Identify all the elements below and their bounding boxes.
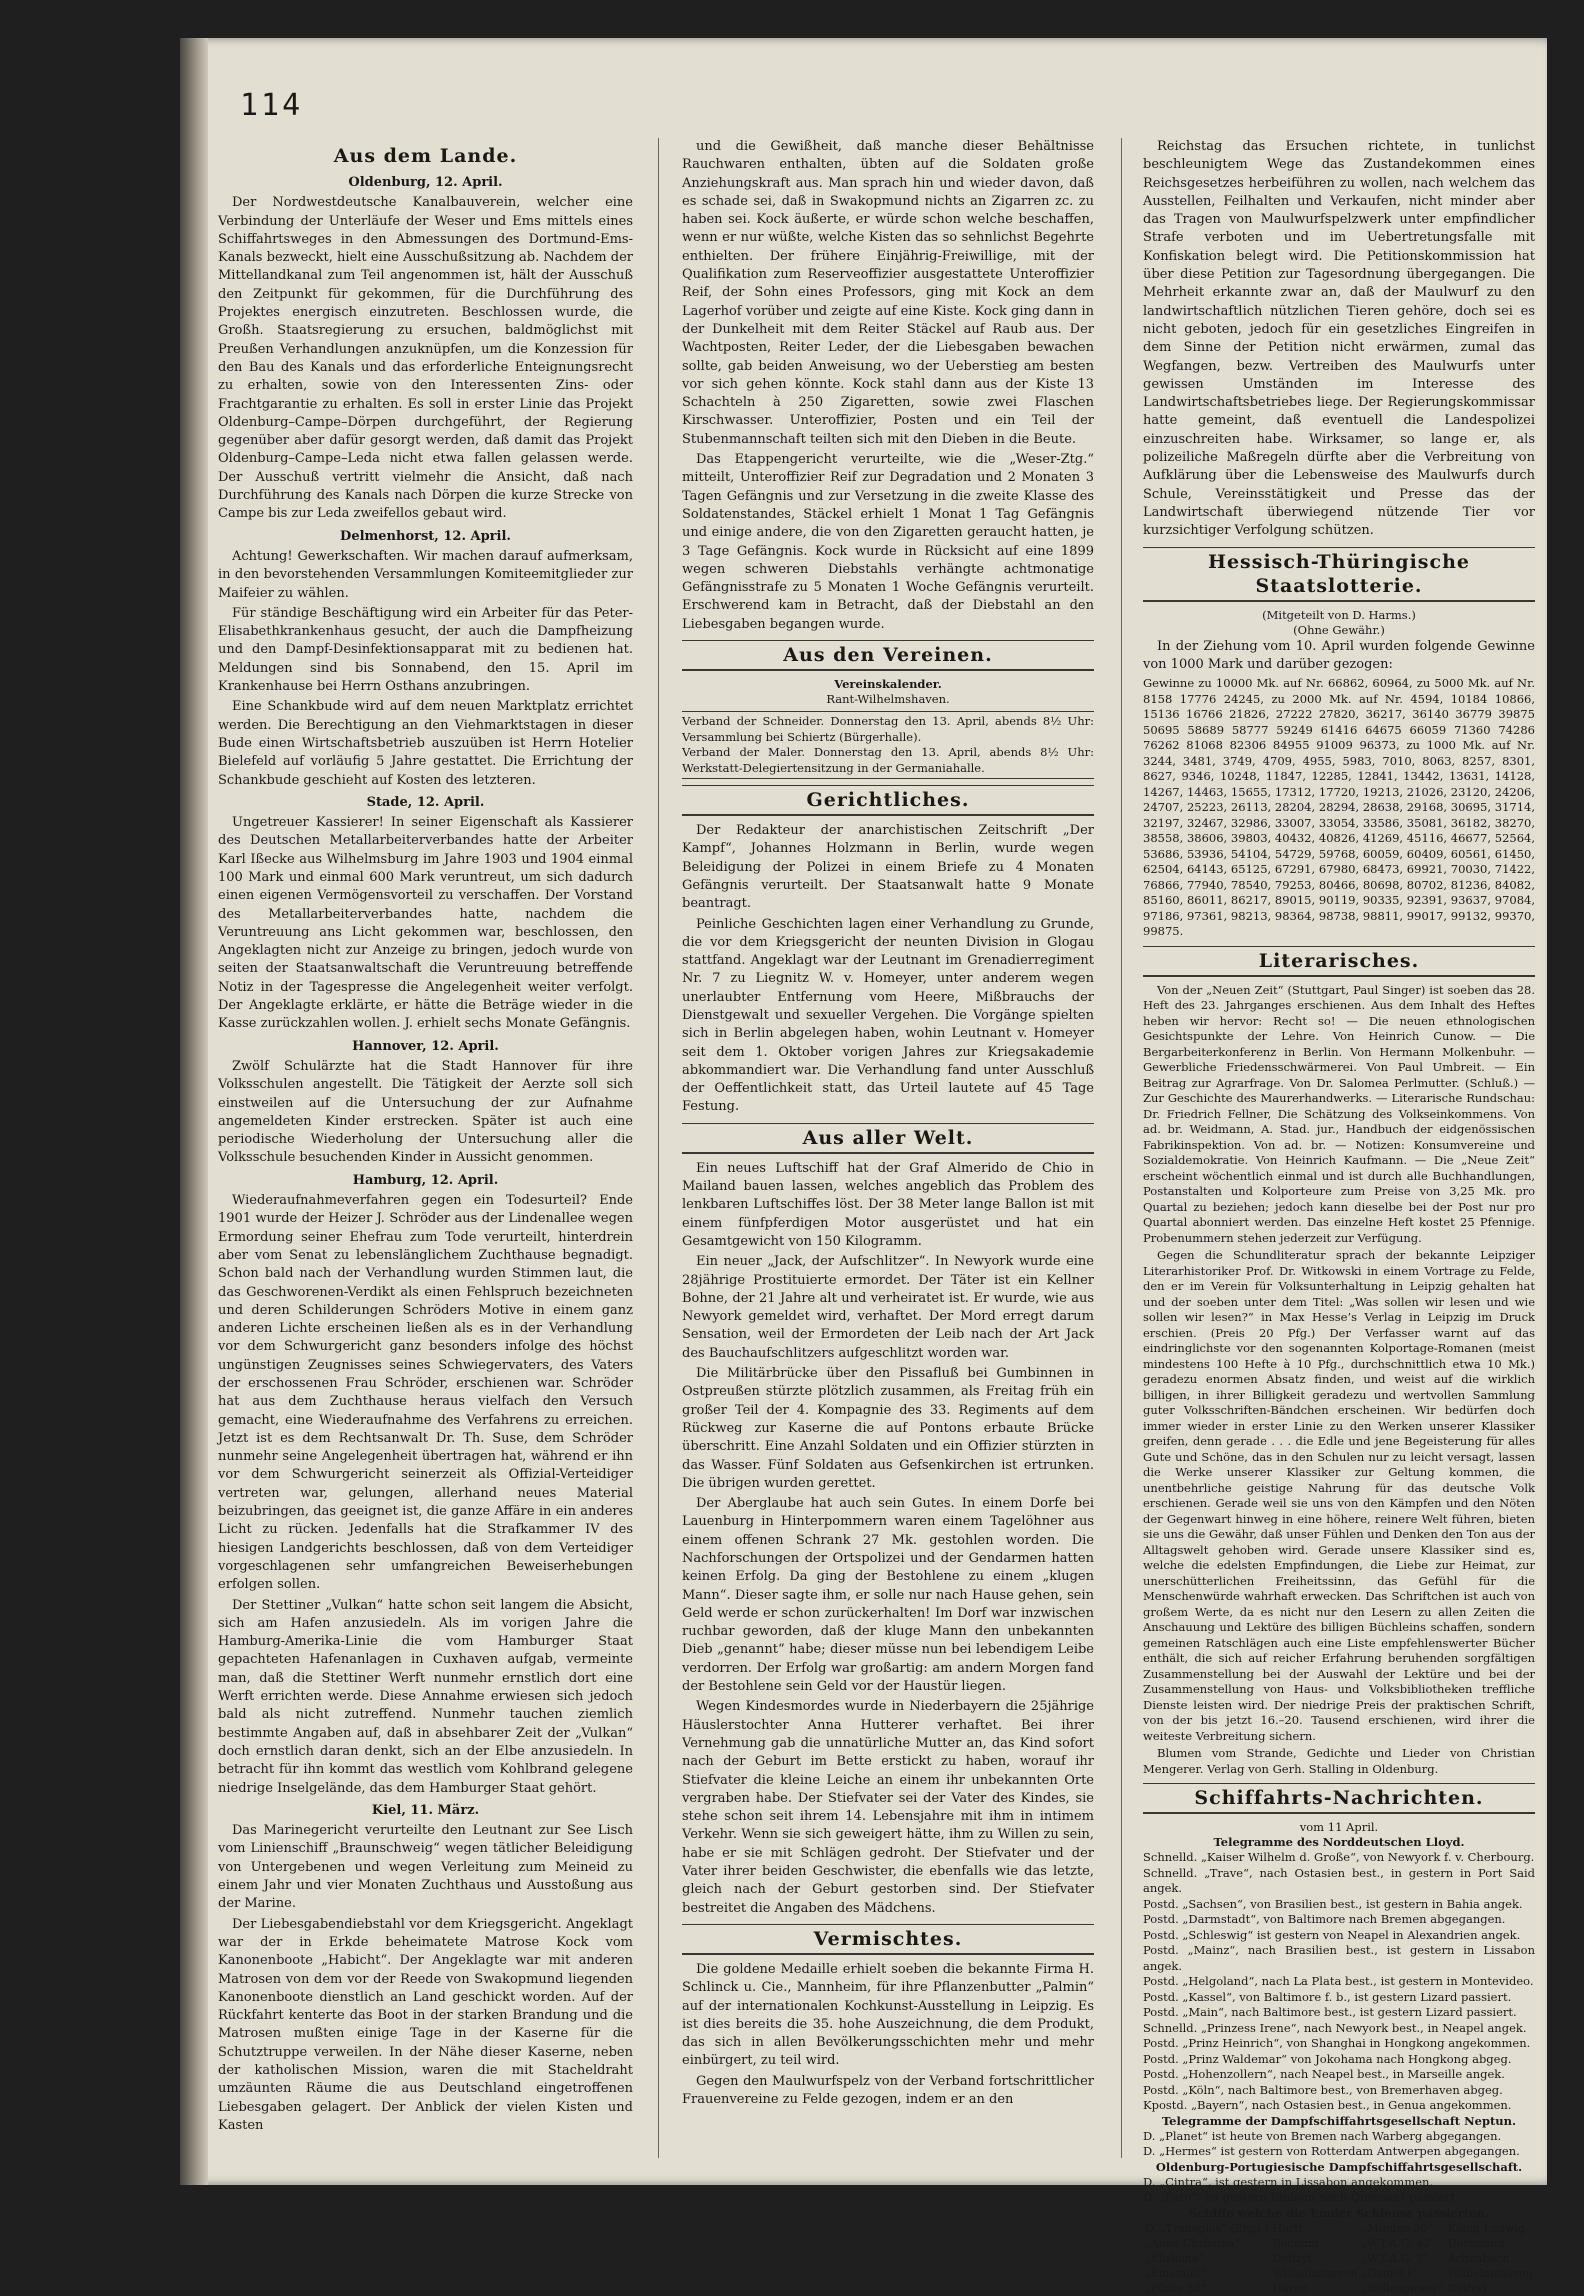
article-paragraph: Der Liebesgabendiebstahl vor dem Kriegsgericht. Angeklagt war der in Erkde beheimatete Matrose Kock vom Kanonenboote „Habicht“. Der Angeklagte war mit anderen Matrosen von dem vor der Reede von Swakopmund liegenden Kanonenboote dienstlich an Land geschickt worden. Auf der Rückfahrt kenterte das Boot in der starken Brandung und die Matrosen mußten einige Tage in der Kaserne für die Schutztruppe verweilen. In der Nähe dieser Kaserne, neben der katholischen Mission, waren die mit Stacheldraht umzäunten Räume die aus Deutschland eingetroffenen Liebesgaben gelagert. Der Anblick der vielen Kisten und Kasten [218, 1916, 633, 2133]
article-paragraph: und die Gewißheit, daß manche dieser Behältnisse Rauchwaren enthalten, übten auf die Soldaten große Anziehungskraft aus. Man sprach hin und wieder davon, daß es schade sei, daß in Swakopmund nichts an Zigarren zc. zu haben sei. Kock äußerte, er würde schon welche beschaffen, wenn er nur wüßte, welche Kisten das so sehnlichst Begehrte enthielten. Der frühere Einjährig-Freiwillige, mit der Qualifikation zum Reserveoffizier ausgestattete Unteroffizier Reif, der Sohn eines Professors, ging mit Kock an dem Lagerhof vorüber und zeigte auf eine Kiste. Kock ging dann in der Dunkelheit mit dem Reiter Stäckel auf Raub aus. Der Wachtposten, Reiter Leder, der die Liebesgaben bewachen sollte, gab beiden Anweisung, wo der Ueberstieg am besten vor sich gehen könnte. Kock stahl dann aus der Kiste 13 Schachteln à 250 Zigaretten, sowie zwei Flaschen Kirschwasser. Unteroffizier, Posten und ein Teil der Stubenmannschaft teilten sich mit den Dieben in die Beute. [682, 139, 1094, 447]
section-title-schiffahrts-nachrichten: Schiffahrts-Nachrichten. [1143, 1783, 1535, 1814]
table-cell: „Minden 30“ [1361, 2221, 1434, 2235]
section-title-staatslotterie: Hessisch-Thüringische Staatslotterie. [1143, 547, 1535, 602]
article-paragraph: Wegen Kindesmordes wurde in Niederbayern die 25jährige Häuslerstochter Anna Hutterer verhaftet. Bei ihrer Vernehmung gab die unnatürliche Mutter an, das Kind sofort nach der Geburt im Bette erstickt zu haben, worauf ihr Stiefvater die kleine Leiche an einem ihr unbekannten Orte vergraben habe. Der Stiefvater sei der Vater des Kindes, sie stehe schon seit ihrem 14. Lebensjahre mit ihm in intimem Verkehr. Wenn sie sich geweigert hätte, ihm zu Willen zu sein, habe er sie mit Schlägen gedroht. Der Stiefvater und der Vater ihrer beiden Geschwister, die ebenfalls wie das letzte, gleich nach der Geburt gestorben sind. Der Stiefvater bestreitet die Angaben des Mädchens. [682, 1699, 1094, 1916]
article-paragraph: Ein neues Luftschiff hat der Graf Almerido de Chio in Mailand bauen lassen, welches angeblich das Problem des lenkbaren Luftschiffes löst. Der 38 Meter lange Ballon ist mit einem fünfpferdigen Motor ausgerüstet und hat ein Gesamtgewicht von 150 Kilogramm. [682, 1160, 1094, 1249]
column-1 [218, 138, 633, 2158]
article-paragraph: Achtung! Gewerkschaften. Wir machen darauf aufmerksam, in den bevorstehenden Versammlungen Komiteemitglieder zur Maifeier zu wählen. [218, 548, 633, 601]
section-subtitle: vom 11 April. [1299, 1820, 1379, 1835]
table-cell: „Daniel I“ [1361, 2266, 1418, 2280]
article-paragraph: Zwölf Schulärzte hat die Stadt Hannover für ihre Volksschulen angestellt. Die Tätigkeit der Aerzte soll sich einstweilen auf die Untersuchung der zur Aufnahme angemeldeten Kinder erstrecken. Später ist auch eine periodische Wiederholung der Untersuchung aller die Volksschule besuchenden Kinder in Aussicht genommen. [218, 1058, 633, 1166]
column-2 [682, 138, 1094, 2158]
ship-list [1143, 1850, 1535, 2114]
table-cell: „Pünte 38“ [1145, 2281, 1207, 2295]
telegram-heading: Oldenburg-Portugiesische Dampfschiffahrtsgesellschaft. [1155, 2159, 1523, 2174]
table-cell: Wilhelmshaven [1447, 2266, 1533, 2280]
table-cell: „W.T.A.G. 7“ [1361, 2251, 1429, 2265]
table-cell: Dortmund [1447, 2236, 1505, 2250]
ship-line: Postd. „Main“, nach Baltimore best., ist gestern Lizard passiert. [1143, 2005, 1517, 2020]
ship-line: Postd. „Sachsen“, von Brasilien best., ist gestern in Bahia angek. [1143, 1896, 1523, 1911]
article-paragraph: Der Aberglaube hat auch sein Gutes. In einem Dorfe bei Lauenburg in Hinterpommern waren einem Tagelöhner aus einem offenen Schrank 27 Mk. gestohlen worden. Die Nachforschungen der Ortspolizei und der Gendarmen hatten keinen Erfolg. Da ging der Bestohlene zu einem „klugen Mann“. Dieser sagte ihm, er solle nur nach Hause gehen, sein Geld werde er schon zurückerhalten! Im Dorf war inzwischen ruchbar geworden, daß der kluge Mann den unbekannten Dieb „genannt“ habe; dieser müsse nun bei lebendigem Leibe verdorren. Der Erfolg war großartig: am andern Morgen fand der Bestohlene sein Geld vor der Haustür liegen. [682, 1496, 1094, 1695]
ship-line: Postd. „Helgoland“, nach La Plata best., ist gestern in Montevideo. [1143, 1974, 1534, 1989]
table-cell: König Ludwig [1447, 2221, 1525, 2235]
table-row [1143, 2251, 1535, 2266]
article-paragraph: Gegen den Maulwurfspelz von der Verband fortschrittlicher Frauenvereine zu Felde gezogen, indem er an den [682, 2073, 1094, 2108]
article-paragraph: Der Stettiner „Vulkan“ hatte schon seit langem die Absicht, sich am Hafen anzusiedeln. Als im vorigen Jahre die Hamburg-Amerika-Linie die vom Hamburger Staat gepachteten Hafenanlagen in Cuxhaven aufgab, vermeinte man, daß die Stettiner Werft nunmehr ernstlich dort eine Werft errichten werde. Diese Annahme erwiesen sich jedoch bald als nicht zutreffend. Nunmehr tauchen ziemlich bestimmte Angaben auf, daß in absehbarer Zeit der „Vulkan“ doch ernstlich daran denkt, sich an der Elbe anzusiedeln. In betracht für ihn kommt das westlich vom Kohlbrand gelegene niedrige Inselgelände, das dem Hamburger Staat gehört. [218, 1597, 633, 1796]
ship-line: D. „Cintra“, ist gestern in Lissabon angekommen. [1143, 2174, 1434, 2189]
article-paragraph: Ein neuer „Jack, der Aufschlitzer“. In Newyork wurde eine 28jährige Prostituierte ermordet. Der Täter ist ein Kellner Bohne, der 21 Jahre alt und verheiratet ist. Er wurde, wie aus Newyork gemeldet wird, verhaftet. Der Mord erregt darum Sensation, weil der Ermordeten der Leib nach der Art Jack des Bauchaufschlitzers aufgeschlitzt worden war. [682, 1254, 1094, 1361]
table-cell: „Anna Christina“ [1145, 2236, 1240, 2250]
page-number: 114 [240, 88, 304, 123]
ship-table [1143, 2221, 1535, 2296]
table-cell: Haren [1272, 2281, 1308, 2295]
table-row [1143, 2236, 1535, 2251]
column-3 [1143, 138, 1535, 2295]
table-cell: Achenbach [1447, 2251, 1510, 2265]
table-row [1143, 2281, 1535, 2296]
table-cell: D. „Treneglos“ (Engl.) [1145, 2221, 1269, 2235]
table-cell: „W.T.A.G. 42“ [1361, 2236, 1436, 2250]
column-rule [1121, 138, 1122, 2158]
calendar-entry: Verband der Schneider. Donnerstag den 13. April, abends 8½ Uhr: Versammlung bei Schiertz (Bürgerhalle). [682, 714, 1094, 744]
ship-line: Postd. „Schleswig“ ist gestern von Neapel in Alexandrien angek. [1143, 1927, 1521, 1942]
table-row [1143, 2221, 1535, 2236]
ship-line: Schnelld. „Prinzess Irene“, nach Newyork best., in Neapel angek. [1143, 2020, 1527, 2035]
section-title-aus-dem-lande: Aus dem Lande. [333, 145, 518, 167]
ship-line: D. „Hermes“ ist gestern von Rotterdam Antwerpen abgegangen. [1143, 2144, 1520, 2159]
dateline: Delmenhorst, 12. April. [340, 528, 511, 544]
section-subtitle: Rant-Wilhelmshaven. [826, 692, 950, 707]
article-paragraph: Blumen vom Strande, Gedichte und Lieder von Christian Mengerer. Verlag von Gerh. Stalling in Oldenburg. [1143, 1746, 1535, 1776]
telegram-heading: Schiffe welche die Emder Schleuse passierten. [1189, 2205, 1489, 2220]
newspaper-page [180, 38, 1547, 2295]
dateline: Hamburg, 12. April. [352, 1172, 499, 1188]
article-paragraph: Für ständige Beschäftigung wird ein Arbeiter für das Peter-Elisabethkrankenhaus gesucht, der auch die Dampfheizung und den Dampf-Desinfektionsapparat mit zu bedienen hat. Meldungen sind bis Sonnabend, den 15. April im Krankenhause bei Herrn Osthans anzubringen. [218, 605, 633, 695]
telegram-heading: Telegramme des Norddeutschen Lloyd. [1213, 1835, 1465, 1850]
section-title-literarisches: Literarisches. [1143, 946, 1535, 977]
ship-line: Postd. „Darmstadt“, von Baltimore nach Bremen abgegangen. [1143, 1912, 1506, 1927]
section-subtitle: (Ohne Gewähr.) [1293, 622, 1385, 637]
article-paragraph: Eine Schankbude wird auf dem neuen Marktplatz errichtet werden. Die Berechtigung an den Viehmarktstagen in dieser Bude einen Wirtschaftsbetrieb auszuüben ist Herrn Hotelier Bielefeld auf vorläufig 5 Jahre gestattet. Die Errichtung der Schankbude geschieht auf Kosten des letzteren. [218, 699, 633, 788]
table-cell: „Emanuel“ [1145, 2266, 1206, 2280]
calendar-entry: Verband der Maler. Donnerstag den 13. April, abends 8½ Uhr: Werkstatt-Delegiertensitzung in der Germaniahalle. [682, 745, 1094, 775]
article-paragraph: Das Etappengericht verurteilte, wie die „Weser-Ztg.“ mitteilt, Unteroffizier Reif zur Degradation und 2 Monaten 3 Tagen Gefängnis und zur Versetzung in die zweite Klasse des Soldatenstandes, Stäckel erhielt 1 Monat 1 Tag Gefängnis und einige andere, die von den Zigaretten geraucht hatten, je 3 Tage Gefängnis. Kock wurde in Rücksicht auf eine 1899 wegen schweren Diebstahls verhängte achtmonatige Gefängnisstrafe zu 5 Monaten 1 Woche Gefängnis verurteilt. Erschwerend kam in Betracht, daß der Diebstahl an den Liebesgaben begangen wurde. [682, 452, 1094, 632]
article-paragraph: Reichstag das Ersuchen richtete, in tunlichst beschleunigtem Wege das Zustandekommen eines Reichsgesetzes herbeiführen zu wollen, nach welchem das Ausstellen, Feilhalten und Verkaufen, nicht minder aber das Tragen von Maulwurfspelzwerk unter empfindlicher Strafe verboten und im Uebertretungsfalle mit Konfiskation belegt wird. Die Petitionskommission hat über diese Petition zur Tagesordnung übergegangen. Die Mehrheit erkannte zwar an, daß der Maulwurf zu den landwirtschaftlich nützlichen Tieren gehöre, doch sei es nicht geboten, jedoch für ein gesetzliches Eingreifen in dem Sinne der Petition nicht erwärmen, zumal das Wegfangen, bezw. Vertreiben des Maulwurfs unter gewissen Umständen im Interesse des Landwirtschaftsbetriebes liege. Der Regierungskommissar hatte gemeint, daß eventuell die Landespolizei einzuschreiten habe. Wirksamer, so lange er, als polizeiliche Maßregeln dürfte aber die Verbreitung von Aufklärung über die Lebensweise des Maulwurfs durch Schule, Vereinsstätigkeit und Presse das der Landwirtschaft überwiegend nützende Tier vor kurzsichtiger Verfolgung schützen. [1143, 139, 1535, 539]
article-paragraph: Die Militärbrücke über den Pissafluß bei Gumbinnen in Ostpreußen stürzte plötzlich zusammen, als Freitag früh ein großer Teil der 4. Kompagnie des 33. Regiments auf dem Rückweg zur Kaserne die auf Pontons erbaute Brücke überschritt. Eine Anzahl Soldaten und ein Offizier stürzten in das Wasser. Fünf Soldaten aus Gefsenkirchen ist ertrunken. Die übrigen wurden gerettet. [682, 1366, 1094, 1491]
ship-line: D. „Faro“, ist gestern Einbom nach Quessant passiert. [1143, 2190, 1460, 2205]
article-paragraph: Gegen die Schundliteratur sprach der bekannte Leipziger Literarhistoriker Prof. Dr. Witkowski in einem Vortrage zu Felde, den er im Verein für Volksunterhaltung in Leipzig gehalten hat und der soeben unter dem Titel: „Was sollen wir lesen und wie sollen wir lesen?“ in Max Hesse’s Verlag in Leipzig im Druck erschien. (Preis 20 Pfg.) Der Verfasser warnt auf das eindringlichste vor den sogenannten Kolportage-Romanen (meist mindestens 100 Hefte à 10 Pfg., durchschnittlich etwa 10 Mk.) geradezu enormen Absatz finden, und weist auf die wirklich billigen, in ihrer Billigkeit geradezu und wertvollen Sammlung guter Volksschriften-Bändchen erscheinen. Wir bedürfen doch immer wieder in erster Linie zu den Werken unserer Klassiker greifen, denn gerade . . . die Edle und jene Begeisterung für alles Gute und Schöne, das in den Schulen nur zu leicht versagt, lassen die Werke unserer Klassiker zur Geltung kommen, die unentbehrliche geistige Nahrung für das deutsche Volk erschienen. Gerade weil sie uns von den Kämpfen und den Nöten der Gegenwart hinweg in eine höhere, reinere Welt führen, bieten sie uns die Gewähr, daß unser Fühlen und Denken den Ton aus der Alltagswelt gehoben wird. Gerade unsere Klassiker sind es, welche die edelsten Empfindungen, die Liebe zur Heimat, zur unerschütterlichen Freiheitssinn, das Gefühl für die Menschenwürde wahrhaft erwecken. Das Schriftchen ist auch von großem Werte, da es nicht nur den Lesern zu allen Zeiten die Anschauung und Lektüre des billigen Büchleins schaffen, sondern gemeinen Ratschlägen auch eine Liste empfehlenswerter Bücher enthält, die sich auf reicher Erfahrung beruhenden sorgfältigen Zusammenstellung bei der Auswahl der Lektüre und bei der Zusammenstellung von Haus- und Volksbibliotheken treffliche Dienste leisten wird. Der niedrige Preis der praktischen Schrift, von der bis jetzt 16.–20. Tausend erschienen, wird ihrer die weiteste Verbreitung sichern. [1143, 1248, 1535, 1743]
section-title-aus-den-vereinen: Aus den Vereinen. [682, 640, 1094, 671]
page-binding-edge [180, 38, 208, 2185]
ship-line: Postd. „Köln“, nach Baltimore best., von Bremerhaven abgeg. [1143, 2082, 1503, 2097]
column-rule [658, 138, 659, 2158]
table-row [1143, 2266, 1535, 2281]
table-cell: Hartl [1272, 2221, 1303, 2235]
ship-line: D. „Planet“ ist heute von Bremen nach Warberg abgegangen. [1143, 2128, 1502, 2143]
section-title-aus-aller-welt: Aus aller Welt. [682, 1123, 1094, 1154]
article-paragraph: Von der „Neuen Zeit“ (Stuttgart, Paul Singer) ist soeben das 28. Heft des 23. Jahrganges erschienen. Aus dem Inhalt des Heftes heben wir hervor: Recht so! — Die neuen ethnologischen Gesichtspunkte der Lehre. Von Heinrich Cunow. — Die Bergarbeiterkonferenz in Berlin. Von Hermann Molkenbuhr. — Gewerbliche Friedensschwärmerei. Von Paul Umbreit. — Ein Beitrag zur Agrarfrage. Von Dr. Salomea Perlmutter. (Schluß.) — Zur Geschichte des Maurerhandwerks. — Literarische Rundschau: Dr. Friedrich Fellner, Die Schätzung des Volkseinkommens. Von ad. br. Weidmann, A. Stad. jur., Handbuch der eidgenössischen Fabrikinspektion. Von ad. br. — Notizen: Konsumvereine und Sozialdemokratie. Von Heinrich Kaufmann. — Die „Neue Zeit“ erscheint wöchentlich einmal und ist durch alle Buchhandlungen, Postanstalten und Kolporteure zum Preise von 3,25 Mk. pro Quartal zu beziehen; jedoch kann dieselbe bei der Post nur pro Quartal abonniert werden. Das einzelne Heft kostet 25 Pfennige. Probenummern stehen jederzeit zur Verfügung. [1143, 982, 1535, 1245]
ship-line: Postd. „Prinz Waldemar“ von Jokohama nach Hongkong abgeg. [1143, 2051, 1512, 2066]
ship-line: Postd. „Hohenzollern“, nach Neapel best., in Marseille angek. [1143, 2067, 1505, 2082]
article-paragraph: Das Marinegericht verurteilte den Leutnant zur See Lisch vom Linienschiff „Braunschweig“ wegen tätlicher Beleidigung von Untergebenen und wegen Verleitung zum Meineid zu einem Jahr und vier Monaten Zuchthaus und Ausstoßung aus der Marine. [218, 1823, 633, 1912]
table-cell: Wilhelmshaven [1272, 2266, 1358, 2280]
table-cell: Bochum [1272, 2236, 1319, 2250]
ship-line: Postd. „Kassel“, von Baltimore f. b., ist gestern Lizard passiert. [1143, 1989, 1512, 2004]
article-paragraph: Wiederaufnahmeverfahren gegen ein Todesurteil? Ende 1901 wurde der Heizer J. Schröder aus der Lindenallee wegen Ermordung seiner Ehefrau zum Tode verurteilt, hinterdrein aber vom Senat zu lebenslänglichem Zuchthause begnadigt. Schon bald nach der Verhandlung wurden Stimmen laut, die das Geschworenen-Verdikt als einen Fehlspruch bezeichneten und deren Schilderungen Schröders Motive in einem ganz anderen Lichte erscheinen ließen als es in der Verhandlung vor dem Schwurgericht ganz besonders infolge des höchst ungünstigen Zeugnisses seines Schwiegervaters, des Vaters der erschossenen Frau Schröder, erschienen war. Schröder hat aus dem Zuchthause heraus vielfach den Versuch gemacht, eine Wiederaufnahme des Verfahrens zu erreichen. Jetzt ist es dem Rechtsanwalt Dr. Th. Suse, dem Schröder nunmehr seine Angelegenheit übertragen hat, während er ihn vor dem Schwurgericht seinerzeit als Offizial-Verteidiger vertreten war, gelungen, allerhand neues Material beizubringen, das geeignet ist, die ganze Affäre in ein anderes Licht zu rücken. Jedenfalls hat die Strafkammer IV des hiesigen Landgerichts beschlossen, daß von dem Verteidiger vorgeschlagenen sehr umfangreichen Beweiserhebungen erfolgen sollen. [218, 1193, 633, 1593]
section-title-gerichtliches: Gerichtliches. [682, 785, 1094, 816]
dateline: Hannover, 12. April. [352, 1038, 499, 1054]
section-subtitle: Vereinskalender. [834, 677, 942, 692]
article-paragraph: Ungetreuer Kassierer! In seiner Eigenschaft als Kassierer des Deutschen Metallarbeiterverbandes hatte der Arbeiter Karl Ißecke aus Wilhelmsburg im Jahre 1903 und 1904 einmal 100 Mark und einmal 600 Mark veruntreut, um sich dadurch einen eigenen Vermögensvorteil zu verschaffen. Der Vorstand des Metallarbeiterverbandes hatte, nachdem die Veruntreuung ans Licht gekommen war, beschlossen, den Angeklagten nicht zur Anzeige zu bringen, jedoch wurde von seiten der Staatsanwaltschaft die Veruntreuung betreffende Notiz in der Tagespresse die Angelegenheit weiter verfolgt. Der Angeklagte erklärte, er hätte die Beträge wieder in die Kasse zurückzahlen wollen. J. erhielt sechs Monate Gefängnis. [218, 815, 633, 1032]
article-paragraph: Peinliche Geschichten lagen einer Verhandlung zu Grunde, die vor dem Kriegsgericht der neunten Division in Glogau stattfand. Angeklagt war der Leutnant im Grenadierregiment Nr. 7 zu Liegnitz W. v. Homeyer, unter anderem wegen unerlaubter Entfernung vom Heere, Mißbrauchs der Dienstgewalt und sexueller Vergehen. Die Vorgänge spielten sich in Berlin abgelegen haben, wohin Leutnant v. Homeyer seit dem 1. Oktober vorigen Jahres zur Kriegsakademie abkommandiert war. Die Verhandlung fand unter Ausschluß der Oeffentlichkeit statt, das Urteil lautete auf 45 Tage Festung. [682, 916, 1094, 1115]
lottery-numbers: Gewinne zu 10000 Mk. auf Nr. 66862, 60964, zu 5000 Mk. auf Nr. 8158 17776 24245, zu 2000 Mk. auf Nr. 4594, 10184 10866, 15136 16766 21826, 27222 27820, 36217, 36140 36779 39875 50695 58689 58777 59249 61416 64675 66059 71360 74286 76262 81068 82306 84955 91009 96373, zu 1000 Mk. auf Nr. 3244, 3481, 3749, 4709, 4955, 5983, 7010, 8063, 8257, 8301, 8627, 9346, 10248, 11847, 12285, 12841, 13442, 13631, 14128, 14267, 14463, 15655, 17312, 17720, 19213, 21026, 23120, 24206, 24707, 25223, 26113, 28204, 28294, 28638, 29168, 30695, 31714, 32197, 32467, 32986, 33007, 33054, 33586, 35081, 36182, 38270, 38558, 38606, 39803, 40432, 40826, 41269, 45116, 46677, 52564, 53686, 53936, 54104, 54729, 59768, 60059, 60409, 60561, 61450, 62504, 64143, 65125, 67291, 67980, 68473, 69921, 70030, 71422, 76866, 77940, 78540, 79253, 80466, 80698, 80702, 81236, 84082, 85160, 86011, 86217, 89015, 90119, 90335, 92391, 93637, 97084, 97186, 97361, 98213, 98364, 98738, 98811, 99017, 99132, 99370, 99875. [1143, 676, 1535, 939]
dateline: Kiel, 11. März. [371, 1802, 480, 1818]
table-cell: Delfzyl [1447, 2281, 1487, 2295]
table-cell: „Elisleina“ [1145, 2251, 1205, 2265]
section-subtitle: (Mitgeteilt von D. Harms.) [1262, 607, 1416, 622]
telegram-heading: Telegramme der Dampfschiffahrtsgesellschaft Neptun. [1161, 2113, 1517, 2128]
article-paragraph: Der Redakteur der anarchistischen Zeitschrift „Der Kampf“, Johannes Holzmann in Berlin, wurde wegen Beleidigung der Polizei in einem Briefe zu 4 Monaten Gefängnis verurteilt. Der Staatsanwalt hatte 9 Monate beantragt. [682, 823, 1094, 912]
article-paragraph: In der Ziehung vom 10. April wurden folgende Gewinne von 1000 Mark und darüber gezogen: [1143, 638, 1535, 672]
ship-line: Postd. „Mainz“, nach Brasilien best., ist gestern in Lissabon angek. [1143, 1943, 1535, 1973]
table-cell: „Rollengewer“ [1361, 2281, 1444, 2295]
ship-list [1143, 2129, 1535, 2160]
article-paragraph: Die goldene Medaille erhielt soeben die bekannte Firma H. Schlinck u. Cie., Mannheim, für ihre Pflanzenbutter „Palmin“ auf der internationalen Kochkunst-Ausstellung in Leipzig. Es ist dies bereits die 35. hohe Auszeichnung, die dem Produkt, das sich in allen Bevölkerungsschichten mehr und mehr einbürgert, zu teil wird. [682, 1961, 1094, 2069]
dateline: Stade, 12. April. [366, 794, 485, 810]
ship-list [1143, 2175, 1535, 2206]
ship-line: Postd. „Prinz Heinrich“, von Shanghai in Hongkong angekommen. [1143, 2036, 1531, 2051]
ship-line: Schnelld. „Trave“, nach Ostasien best., in gestern in Port Said angek. [1143, 1865, 1535, 1896]
section-title-vermischtes: Vermischtes. [682, 1924, 1094, 1955]
table-cell: Delfzyl [1272, 2251, 1312, 2265]
ship-line: Kpostd. „Bayern“, nach Ostasien best., in Genua angekommen. [1143, 2098, 1512, 2113]
article-paragraph: Der Nordwestdeutsche Kanalbauverein, welcher eine Verbindung der Unterläufe der Weser und Ems mittels eines Schiffahrtsweges in den Abmessungen des Dortmund-Ems-Kanals bezweckt, hielt eine Ausschußsitzung ab. Nachdem der Mittellandkanal zum Teil angenommen ist, hält der Ausschuß den Zeitpunkt für gekommen, für die Durchführung des Projektes energisch einzutreten. Beschlossen wurde, die Großh. Staatsregierung zu ersuchen, baldmöglichst mit Preußen Verhandlungen anzuknüpfen, um die Konzession für den Bau des Kanals und das erforderliche Enteignungsrecht zu erhalten, sowie von den Interessenten Zins- oder Frachtgarantie zu erhalten. Es soll in erster Linie das Projekt Oldenburg–Campe–Dörpen durchgeführt, der Regierung gegenüber aber dafür gesorgt werden, daß damit das Projekt Oldenburg–Campe–Leda nicht etwa fallen gelassen werde. Der Ausschuß vertritt vielmehr die Ansicht, daß nach Durchführung des Kanals nach Dörpen die kurze Strecke von Campe bis zur Leda zweifellos gebaut wird. [218, 195, 633, 522]
dateline: Oldenburg, 12. April. [348, 175, 503, 190]
ship-line: Schnelld. „Kaiser Wilhelm d. Große“, von Newyork f. v. Cherbourg. [1143, 1850, 1535, 1865]
